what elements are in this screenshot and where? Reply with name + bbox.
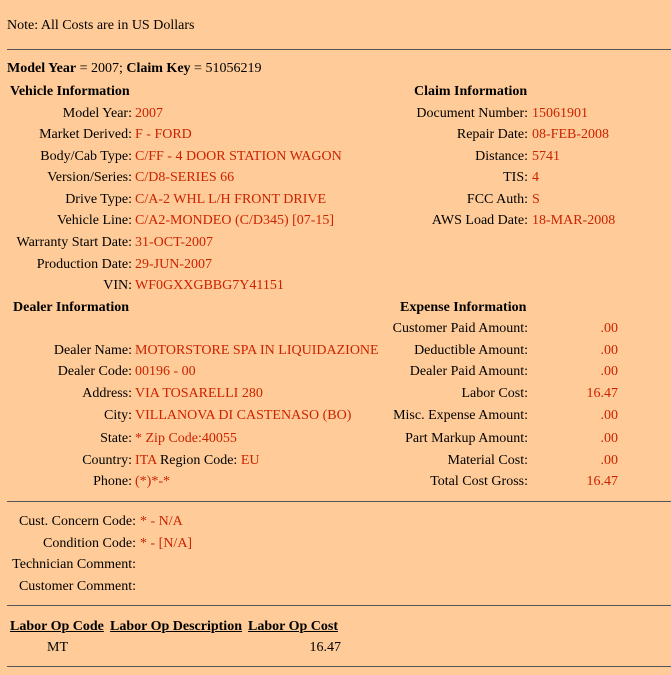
claim-key-label: Claim Key [126, 61, 191, 76]
claim-label: AWS Load Date: [431, 213, 528, 228]
expense-value: .00 [600, 364, 618, 379]
technician-comment-label: Technician Comment: [12, 557, 136, 572]
divider [7, 666, 671, 667]
dealer-state-label: State: [100, 431, 132, 446]
expense-label: Part Markup Amount: [405, 431, 528, 446]
claim-header: Model Year = 2007; Claim Key = 51056219 [7, 61, 262, 76]
dealer-country-line [135, 453, 260, 469]
model-year-label: Model Year [7, 61, 77, 76]
cost-note: Note: All Costs are in US Dollars [7, 18, 195, 33]
dealer-code-value: 00196 - 00 [135, 364, 196, 379]
labor-op-description-header: Labor Op Description [110, 619, 242, 634]
expense-label: Dealer Paid Amount: [409, 364, 528, 379]
claim-label: FCC Auth: [466, 192, 528, 207]
customer-comment-label: Customer Comment: [18, 579, 136, 594]
dealer-phone-label: Phone: [93, 474, 132, 489]
divider [7, 605, 671, 606]
labor-op-code-header: Labor Op Code [10, 619, 104, 634]
expense-label: Customer Paid Amount: [392, 321, 528, 336]
dealer-country-value: ITA [135, 453, 157, 468]
expense-value: .00 [600, 343, 618, 358]
dealer-phone-value: (*)*-* [135, 474, 170, 489]
vehicle-value: C/A2-MONDEO (C/D345) [07-15] [135, 213, 335, 228]
expense-value: .00 [600, 408, 618, 423]
concern-code-value: * - N/A [140, 514, 183, 529]
labor-op-cost: 16.47 [309, 640, 341, 655]
expense-label: Deductible Amount: [414, 343, 528, 358]
dealer-state-value: * Zip Code:40055 [135, 431, 237, 446]
dealer-name-label: Dealer Name: [53, 343, 132, 358]
vehicle-label: Model Year: [62, 106, 132, 121]
condition-code-value: * - [N/A] [140, 536, 193, 551]
divider [7, 501, 671, 502]
vehicle-info-title: Vehicle Information [10, 84, 130, 99]
claim-value: S [532, 192, 540, 207]
divider [7, 49, 671, 50]
expense-value: 16.47 [586, 386, 618, 401]
dealer-region-value: EU [240, 453, 260, 468]
dealer-info-title: Dealer Information [13, 300, 129, 315]
dealer-address-value: VIA TOSARELLI 280 [135, 386, 263, 401]
expense-label: Misc. Expense Amount: [393, 408, 528, 423]
labor-op-cost-header: Labor Op Cost [248, 619, 338, 634]
claim-label: Distance: [475, 149, 528, 164]
claim-label: Document Number: [416, 106, 528, 121]
vehicle-label: Production Date: [36, 257, 132, 272]
vehicle-label: Version/Series: [47, 170, 132, 185]
condition-code-label: Condition Code: [43, 536, 136, 551]
vehicle-label: Vehicle Line: [56, 213, 132, 228]
expense-info-title: Expense Information [400, 300, 527, 315]
concern-code-label: Cust. Concern Code: [18, 514, 136, 529]
vehicle-value: WF0GXXGBBG7Y41151 [135, 278, 284, 293]
expense-value: .00 [600, 321, 618, 336]
vehicle-label: Drive Type: [65, 192, 132, 207]
claim-label: Repair Date: [456, 127, 528, 142]
dealer-address-label: Address: [82, 386, 132, 401]
dealer-name-value: MOTORSTORE SPA IN LIQUIDAZIONE [135, 343, 379, 358]
dealer-city-value: VILLANOVA DI CASTENASO (BO) [135, 408, 352, 423]
expense-value: .00 [600, 453, 618, 468]
dealer-code-label: Dealer Code: [57, 364, 132, 379]
vehicle-value: C/FF - 4 DOOR STATION WAGON [135, 149, 342, 164]
model-year-value: 2007 [90, 61, 119, 76]
dealer-country-label: Country: [82, 453, 132, 468]
claim-value: 15061901 [532, 106, 588, 121]
labor-op-code: MT [47, 640, 68, 655]
expense-label: Total Cost Gross: [430, 474, 528, 489]
expense-value: 16.47 [586, 474, 618, 489]
vehicle-label: Warranty Start Date: [16, 235, 132, 250]
claim-value: 08-FEB-2008 [532, 127, 609, 142]
claim-value: 4 [532, 170, 539, 185]
dealer-region-label: Region Code: [156, 453, 241, 468]
vehicle-label: Market Derived: [39, 127, 132, 142]
claim-label: TIS: [503, 170, 528, 185]
vehicle-value: C/D8-SERIES 66 [135, 170, 235, 185]
vehicle-label: Body/Cab Type: [40, 149, 132, 164]
vehicle-value: 29-JUN-2007 [135, 257, 212, 272]
claim-value: 18-MAR-2008 [532, 213, 616, 228]
vehicle-value: 2007 [135, 106, 163, 121]
vehicle-value: C/A-2 WHL L/H FRONT DRIVE [135, 192, 327, 207]
vehicle-label: VIN: [103, 278, 132, 293]
vehicle-value: F - FORD [135, 127, 192, 142]
claim-value: 5741 [532, 149, 560, 164]
vehicle-value: 31-OCT-2007 [135, 235, 214, 250]
expense-value: .00 [600, 431, 618, 446]
claim-info-title: Claim Information [414, 84, 528, 99]
claim-key-value: 51056219 [205, 61, 262, 76]
expense-label: Material Cost: [447, 453, 528, 468]
dealer-city-label: City: [103, 408, 132, 423]
expense-label: Labor Cost: [461, 386, 528, 401]
